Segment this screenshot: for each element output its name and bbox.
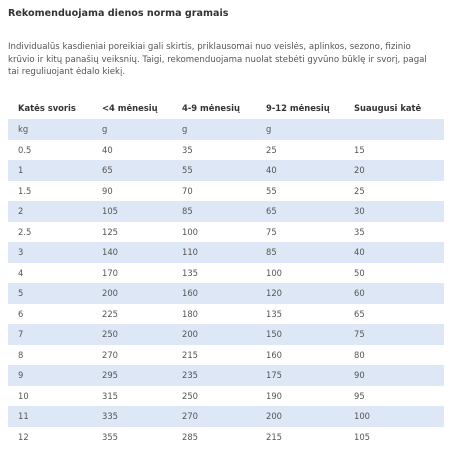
cell-adult-cat: 100 bbox=[344, 406, 444, 427]
table-row bbox=[8, 181, 444, 202]
cell-4-9-months: 215 bbox=[182, 349, 198, 360]
cell-adult-cat: 30 bbox=[344, 201, 444, 222]
cell-4-9-months: 70 bbox=[182, 185, 193, 196]
cell-9-12-months: 150 bbox=[256, 324, 344, 345]
cell-4-9-months: 135 bbox=[182, 267, 198, 278]
cell-9-12-months: 65 bbox=[256, 201, 344, 222]
header-under-4-months: <4 mėnesių bbox=[92, 96, 172, 119]
cell-9-12-months: 120 bbox=[256, 283, 344, 304]
cell-under-4-months: 170 bbox=[102, 267, 118, 278]
cell-adult-cat: 105 bbox=[354, 431, 370, 442]
page-title: Rekomenduojama dienos norma gramais bbox=[8, 8, 229, 19]
unit-cell-9-12-months: g bbox=[256, 119, 344, 140]
table-units-row bbox=[8, 119, 444, 140]
cell-weight: 0.5 bbox=[18, 144, 32, 155]
cell-weight: 11 bbox=[8, 406, 92, 427]
header-weight: Katės svoris bbox=[8, 96, 92, 119]
cell-9-12-months: 85 bbox=[256, 242, 344, 263]
cell-under-4-months: 125 bbox=[102, 226, 118, 237]
cell-4-9-months: 180 bbox=[182, 308, 198, 319]
cell-weight: 5 bbox=[8, 283, 92, 304]
cell-under-4-months: 225 bbox=[102, 308, 118, 319]
cell-adult-cat: 80 bbox=[354, 349, 365, 360]
cell-adult-cat: 40 bbox=[344, 242, 444, 263]
cell-weight: 12 bbox=[18, 431, 29, 442]
cell-9-12-months: 40 bbox=[256, 160, 344, 181]
cell-adult-cat: 60 bbox=[344, 283, 444, 304]
cell-9-12-months: 175 bbox=[256, 365, 344, 386]
cell-weight: 7 bbox=[8, 324, 92, 345]
table-row bbox=[8, 427, 444, 448]
table-body bbox=[8, 119, 444, 447]
cell-under-4-months: 200 bbox=[92, 283, 172, 304]
cell-4-9-months: 100 bbox=[182, 226, 198, 237]
header-adult-cat: Suaugusi katė bbox=[344, 96, 444, 119]
table-row bbox=[8, 283, 444, 304]
unit-cell-4-9-months: g bbox=[172, 119, 256, 140]
cell-4-9-months: 55 bbox=[172, 160, 256, 181]
unit-cell-under-4-months: g bbox=[92, 119, 172, 140]
cell-under-4-months: 65 bbox=[92, 160, 172, 181]
cell-9-12-months: 215 bbox=[266, 431, 282, 442]
cell-adult-cat: 95 bbox=[354, 390, 365, 401]
page-content bbox=[8, 8, 444, 442]
cell-9-12-months: 100 bbox=[266, 267, 282, 278]
cell-under-4-months: 140 bbox=[92, 242, 172, 263]
intro-paragraph: Individualūs kasdieniai poreikiai gali skirtis, priklausomai nuo veislės, aplinkos, sezono, fizinio krūvio ir kitų panašių veiksnių. Taigi, rekomenduojama nuolat stebėti gyvūno būklę ir svorį, pagal tai reguliuojant ėdalo kiekį. bbox=[8, 42, 427, 78]
unit-cell-weight: kg bbox=[8, 119, 92, 140]
table-row bbox=[8, 160, 444, 181]
cell-adult-cat: 75 bbox=[344, 324, 444, 345]
cell-adult-cat: 35 bbox=[354, 226, 365, 237]
table-row bbox=[8, 201, 444, 222]
feeding-table bbox=[8, 96, 444, 447]
cell-adult-cat: 25 bbox=[354, 185, 365, 196]
cell-under-4-months: 250 bbox=[92, 324, 172, 345]
cell-4-9-months: 285 bbox=[182, 431, 198, 442]
cell-4-9-months: 270 bbox=[172, 406, 256, 427]
header-9-12-months: 9-12 mėnesių bbox=[256, 96, 344, 119]
cell-weight: 1 bbox=[8, 160, 92, 181]
cell-adult-cat: 15 bbox=[354, 144, 365, 155]
cell-9-12-months: 190 bbox=[266, 390, 282, 401]
cell-4-9-months: 160 bbox=[172, 283, 256, 304]
cell-weight: 8 bbox=[18, 349, 24, 360]
cell-4-9-months: 235 bbox=[172, 365, 256, 386]
table-row bbox=[8, 406, 444, 427]
cell-under-4-months: 90 bbox=[102, 185, 113, 196]
cell-weight: 1.5 bbox=[18, 185, 32, 196]
cell-weight: 2.5 bbox=[18, 226, 32, 237]
cell-weight: 3 bbox=[8, 242, 92, 263]
cell-weight: 9 bbox=[8, 365, 92, 386]
table-row bbox=[8, 345, 444, 366]
cell-9-12-months: 55 bbox=[266, 185, 277, 196]
table-row bbox=[8, 386, 444, 407]
table-row bbox=[8, 324, 444, 345]
cell-9-12-months: 135 bbox=[266, 308, 282, 319]
unit-cell-adult-cat bbox=[344, 119, 444, 140]
cell-weight: 10 bbox=[18, 390, 29, 401]
header-4-9-months: 4-9 mėnesių bbox=[172, 96, 256, 119]
table-row bbox=[8, 263, 444, 284]
cell-under-4-months: 335 bbox=[92, 406, 172, 427]
cell-4-9-months: 85 bbox=[172, 201, 256, 222]
cell-4-9-months: 110 bbox=[172, 242, 256, 263]
cell-9-12-months: 75 bbox=[266, 226, 277, 237]
cell-weight: 4 bbox=[18, 267, 24, 278]
cell-under-4-months: 40 bbox=[102, 144, 113, 155]
cell-adult-cat: 20 bbox=[344, 160, 444, 181]
cell-under-4-months: 105 bbox=[92, 201, 172, 222]
table-row bbox=[8, 242, 444, 263]
cell-4-9-months: 35 bbox=[182, 144, 193, 155]
cell-under-4-months: 270 bbox=[102, 349, 118, 360]
cell-9-12-months: 25 bbox=[266, 144, 277, 155]
table-row bbox=[8, 222, 444, 243]
cell-weight: 2 bbox=[8, 201, 92, 222]
table-row bbox=[8, 140, 444, 161]
cell-adult-cat: 65 bbox=[354, 308, 365, 319]
cell-4-9-months: 200 bbox=[172, 324, 256, 345]
cell-under-4-months: 355 bbox=[102, 431, 118, 442]
table-row bbox=[8, 304, 444, 325]
cell-9-12-months: 160 bbox=[266, 349, 282, 360]
cell-weight: 6 bbox=[18, 308, 24, 319]
cell-under-4-months: 315 bbox=[102, 390, 118, 401]
cell-under-4-months: 295 bbox=[92, 365, 172, 386]
table-row bbox=[8, 365, 444, 386]
table-header-row bbox=[8, 96, 444, 119]
cell-9-12-months: 200 bbox=[256, 406, 344, 427]
cell-4-9-months: 250 bbox=[182, 390, 198, 401]
cell-adult-cat: 50 bbox=[354, 267, 365, 278]
cell-adult-cat: 90 bbox=[344, 365, 444, 386]
